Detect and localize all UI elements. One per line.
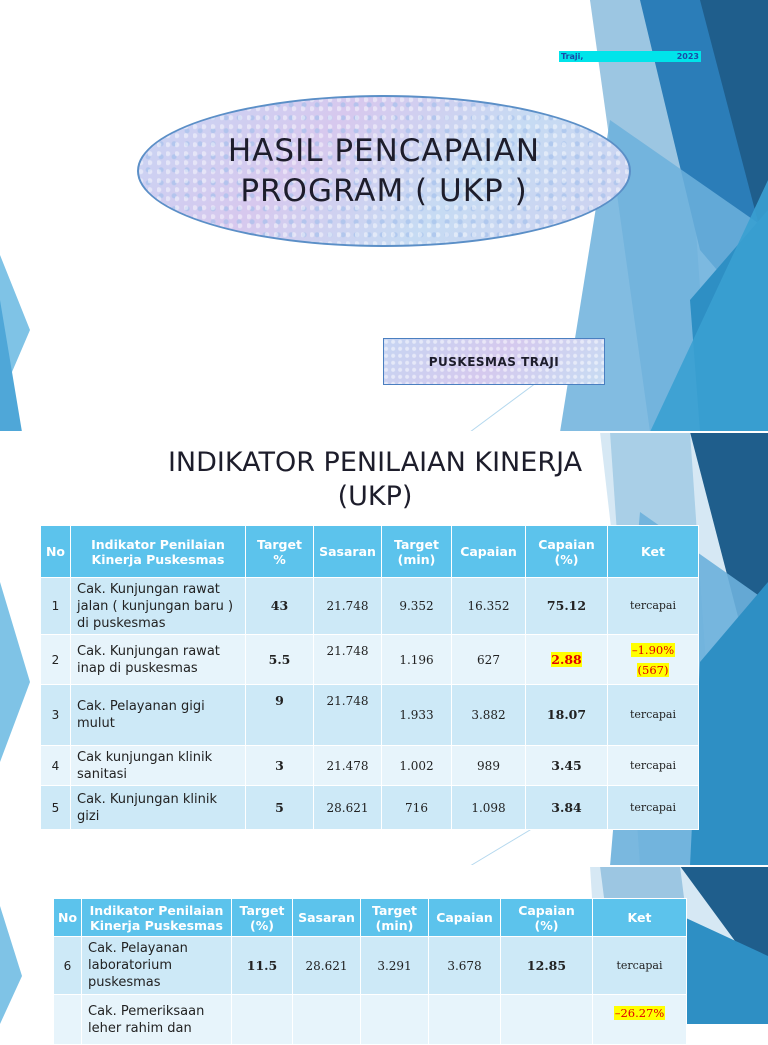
cell-capaian: 989 (452, 746, 526, 786)
table-row (54, 995, 687, 1045)
table-header-row (41, 526, 699, 578)
cell-capaian-pct: 75.12 (526, 578, 608, 635)
indicator-slide (0, 432, 768, 866)
capaian-pct-highlight: 2.88 (551, 651, 582, 667)
header-indicator: Indikator Penilaian Kinerja Puskesmas (82, 899, 232, 937)
cell-no: 2 (41, 635, 71, 685)
cell-ket: tercapai (593, 937, 687, 995)
cell-no (54, 995, 82, 1045)
cell-indicator: Cak kunjungan klinik sanitasi (71, 746, 246, 786)
ket-deficit: –1.90% (631, 642, 675, 657)
cell-indicator: Cak. Kunjungan rawat inap di puskesmas (71, 635, 246, 685)
cell-ket: tercapai (608, 786, 699, 830)
organization-name: PUSKESMAS TRAJI (428, 354, 560, 369)
indicator-table-continued (53, 898, 687, 1045)
header-ket: Ket (593, 899, 687, 937)
cell-indicator: Cak. Pelayanan gigi mulut (71, 685, 246, 746)
heading-line-1: INDIKATOR PENILAIAN KINERJA (167, 447, 583, 478)
cell-sasaran: 28.621 (293, 937, 361, 995)
cell-target-min: 1.002 (382, 746, 452, 786)
cell-target-pct: 43 (246, 578, 314, 635)
indicator-table (40, 525, 699, 830)
cell-indicator: Cak. Pelayanan laboratorium puskesmas (82, 937, 232, 995)
slide-separator (0, 431, 768, 433)
cell-target-pct: 5 (246, 786, 314, 830)
cell-sasaran: 21.478 (314, 746, 382, 786)
title-line-1: HASIL PENCAPAIAN (227, 133, 541, 169)
section-heading (150, 446, 600, 514)
cell-capaian: 16.352 (452, 578, 526, 635)
table-row (54, 937, 687, 995)
header-target-pct: Target % (246, 526, 314, 578)
bg-line (470, 380, 540, 432)
table-row (41, 746, 699, 786)
indicator-slide-continued (0, 866, 768, 1036)
title-line-2: PROGRAM ( UKP ) (240, 173, 528, 209)
header-sasaran: Sasaran (314, 526, 382, 578)
date-bar (559, 51, 701, 62)
header-ket: Ket (608, 526, 699, 578)
cell-no: 4 (41, 746, 71, 786)
cell-target-min: 1.933 (382, 685, 452, 746)
slide-separator (0, 865, 768, 867)
organization-box (383, 338, 605, 385)
cell-indicator: Cak. Kunjungan klinik gizi (71, 786, 246, 830)
header-indicator: Indikator Penilaian Kinerja Puskesmas (71, 526, 246, 578)
cell-no: 3 (41, 685, 71, 746)
header-target-min: Target (min) (361, 899, 429, 937)
cell-target-pct: 3 (246, 746, 314, 786)
cell-indicator: Cak. Kunjungan rawat jalan ( kunjungan baru ) di puskesmas (71, 578, 246, 635)
cell-indicator: Cak. Pemeriksaan leher rahim dan (82, 995, 232, 1045)
ket-deficit-count: (567) (637, 662, 669, 677)
cell-target-pct: 9 (246, 685, 314, 746)
cell-capaian-pct: 3.45 (526, 746, 608, 786)
cell-sasaran: 28.621 (314, 786, 382, 830)
date-place: Traji, (561, 52, 584, 61)
cell-capaian: 627 (452, 635, 526, 685)
header-target-min: Target (min) (382, 526, 452, 578)
header-capaian: Capaian (429, 899, 501, 937)
cell-capaian: 3.882 (452, 685, 526, 746)
table-row (41, 578, 699, 635)
cell-sasaran: 21.748 (314, 635, 382, 685)
header-no: No (54, 899, 82, 937)
cell-capaian-pct: 3.84 (526, 786, 608, 830)
table-row (41, 685, 699, 746)
table-row (41, 786, 699, 830)
cell-target-pct (232, 995, 293, 1045)
cell-target-pct: 11.5 (232, 937, 293, 995)
cell-no: 5 (41, 786, 71, 830)
cell-capaian-pct: 18.07 (526, 685, 608, 746)
cell-ket (593, 995, 687, 1045)
header-capaian: Capaian (452, 526, 526, 578)
cell-capaian-pct (526, 635, 608, 685)
header-sasaran: Sasaran (293, 899, 361, 937)
header-capaian-pct: Capaian (%) (501, 899, 593, 937)
table-header-row (54, 899, 687, 937)
header-no: No (41, 526, 71, 578)
cell-ket: tercapai (608, 746, 699, 786)
cell-no: 6 (54, 937, 82, 995)
cell-sasaran: 21.748 (314, 685, 382, 746)
cell-target-min (361, 995, 429, 1045)
cell-target-pct: 5.5 (246, 635, 314, 685)
cell-capaian: 1.098 (452, 786, 526, 830)
cell-target-min: 716 (382, 786, 452, 830)
cell-sasaran (293, 995, 361, 1045)
cell-capaian-pct: 12.85 (501, 937, 593, 995)
cell-no: 1 (41, 578, 71, 635)
cell-target-min: 3.291 (361, 937, 429, 995)
cell-capaian (429, 995, 501, 1045)
heading-line-2: (UKP) (337, 481, 413, 512)
cell-sasaran: 21.748 (314, 578, 382, 635)
cell-capaian: 3.678 (429, 937, 501, 995)
bg-left-triangle (0, 582, 30, 762)
cell-ket: tercapai (608, 578, 699, 635)
header-target-pct: Target (%) (232, 899, 293, 937)
cell-ket (608, 635, 699, 685)
date-year: 2023 (676, 52, 699, 61)
bg-left-triangle (0, 906, 22, 1024)
title-ellipse (137, 95, 631, 247)
ket-deficit: –26.27% (614, 1006, 665, 1020)
cell-capaian-pct (501, 995, 593, 1045)
title-slide (0, 0, 768, 432)
table-row (41, 635, 699, 685)
cell-target-min: 1.196 (382, 635, 452, 685)
cell-ket: tercapai (608, 685, 699, 746)
cell-target-min: 9.352 (382, 578, 452, 635)
page-title (228, 131, 540, 211)
header-capaian-pct: Capaian (%) (526, 526, 608, 578)
